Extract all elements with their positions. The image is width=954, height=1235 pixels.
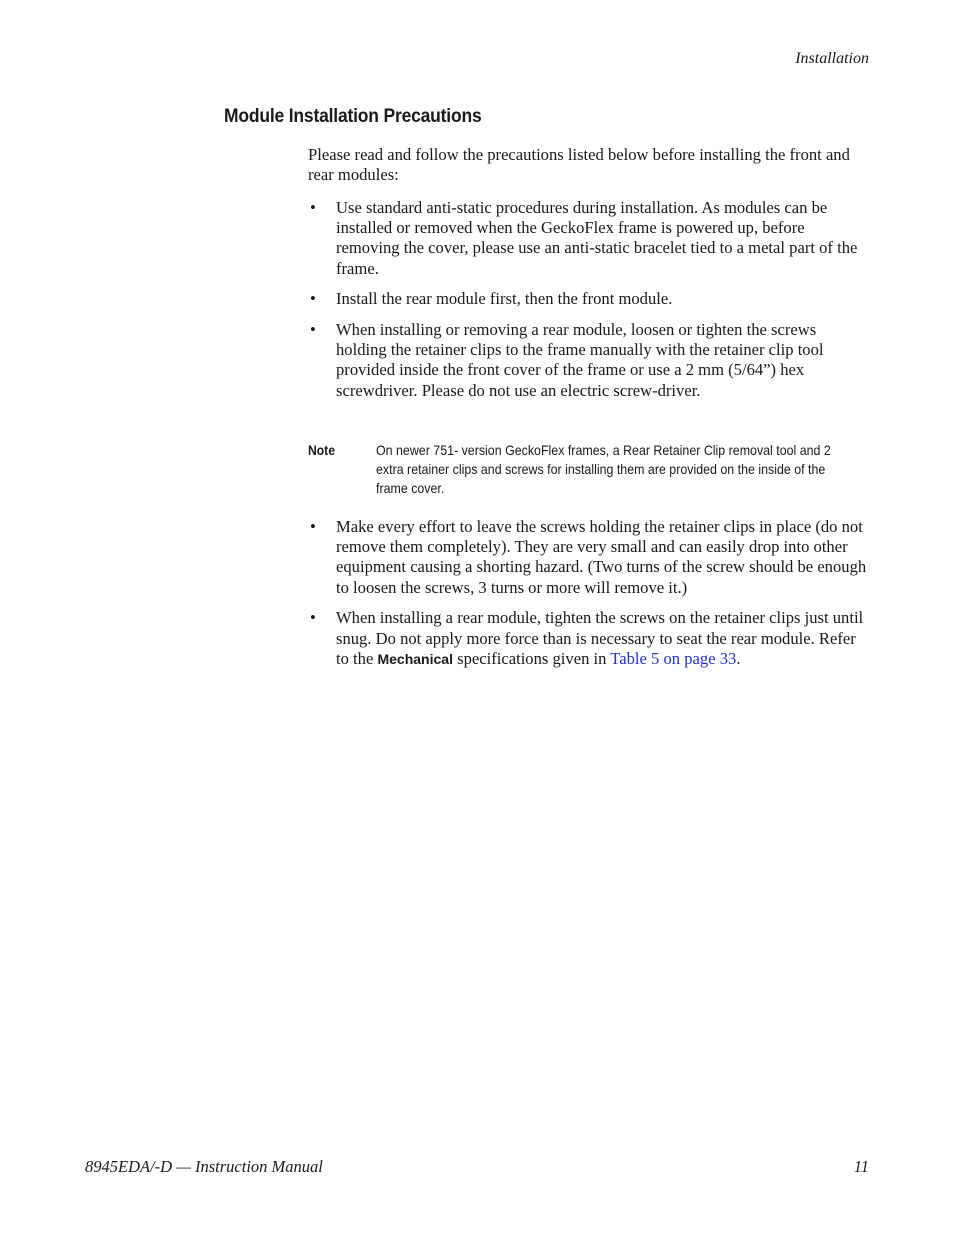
table-reference-link[interactable]: Table 5 on page 33 bbox=[610, 648, 737, 668]
intro-paragraph: Please read and follow the precautions listed below before installing the front and rear modules: bbox=[308, 145, 850, 185]
list-item bbox=[308, 289, 870, 309]
list-item-text: When installing or removing a rear module, loosen or tighten the screws holding the retainer clips to the frame manually with the retainer clip tool provided inside the front cover of the frame or use a 2 mm (5/64”) hex screwdriver. Please do not use an electric screw-driver. bbox=[336, 320, 824, 400]
bullet-marker: • bbox=[310, 517, 316, 536]
bullet-marker: • bbox=[310, 198, 316, 217]
note-label: Note bbox=[308, 443, 335, 458]
list-item-text-end: . bbox=[736, 648, 741, 668]
precautions-list bbox=[308, 198, 870, 411]
precautions-list-continued bbox=[308, 517, 870, 679]
running-head: Installation bbox=[795, 50, 869, 67]
list-item bbox=[308, 608, 870, 669]
list-item-text: Use standard anti-static procedures during installation. As modules can be installed or removed when the GeckoFlex frame is powered up, before removing the cover, please use an anti-static bracelet tied to a metal part of the frame. bbox=[336, 198, 858, 278]
list-item-text bbox=[336, 608, 863, 667]
list-item-text: Install the rear module first, then the front module. bbox=[336, 289, 673, 309]
list-item-text-middle: specifications given in bbox=[452, 648, 611, 668]
spec-name: Mechanical bbox=[377, 650, 453, 667]
bullet-marker: • bbox=[310, 320, 316, 340]
list-item-text: Make every effort to leave the screws holding the retainer clips in place (do not remove them completely). They are very small and can easily drop into other equipment causing a shorting hazard. (Two turns of the screw should be enough to loosen the screws, 3 turns or more will remove it.) bbox=[336, 517, 867, 597]
bullet-marker: • bbox=[310, 289, 316, 309]
list-item-text-start: When installing a rear module, tighten the screws on the retainer clips just until snug. Do not apply more force than is necessary to seat the rear module. Refer to the bbox=[336, 608, 864, 668]
footer-page-number: 11 bbox=[853, 1157, 869, 1176]
footer-manual-title: 8945EDA/-D — Instruction Manual bbox=[85, 1157, 323, 1176]
note-text: On newer 751- version GeckoFlex frames, a Rear Retainer Clip removal tool and 2 extra retainer clips and screws for installing them are provided on the inside of the frame cover. bbox=[376, 443, 831, 496]
list-item bbox=[308, 517, 870, 598]
section-title: Module Installation Precautions bbox=[224, 106, 482, 127]
list-item bbox=[308, 320, 870, 401]
list-item bbox=[308, 198, 870, 279]
bullet-marker: • bbox=[310, 608, 316, 628]
